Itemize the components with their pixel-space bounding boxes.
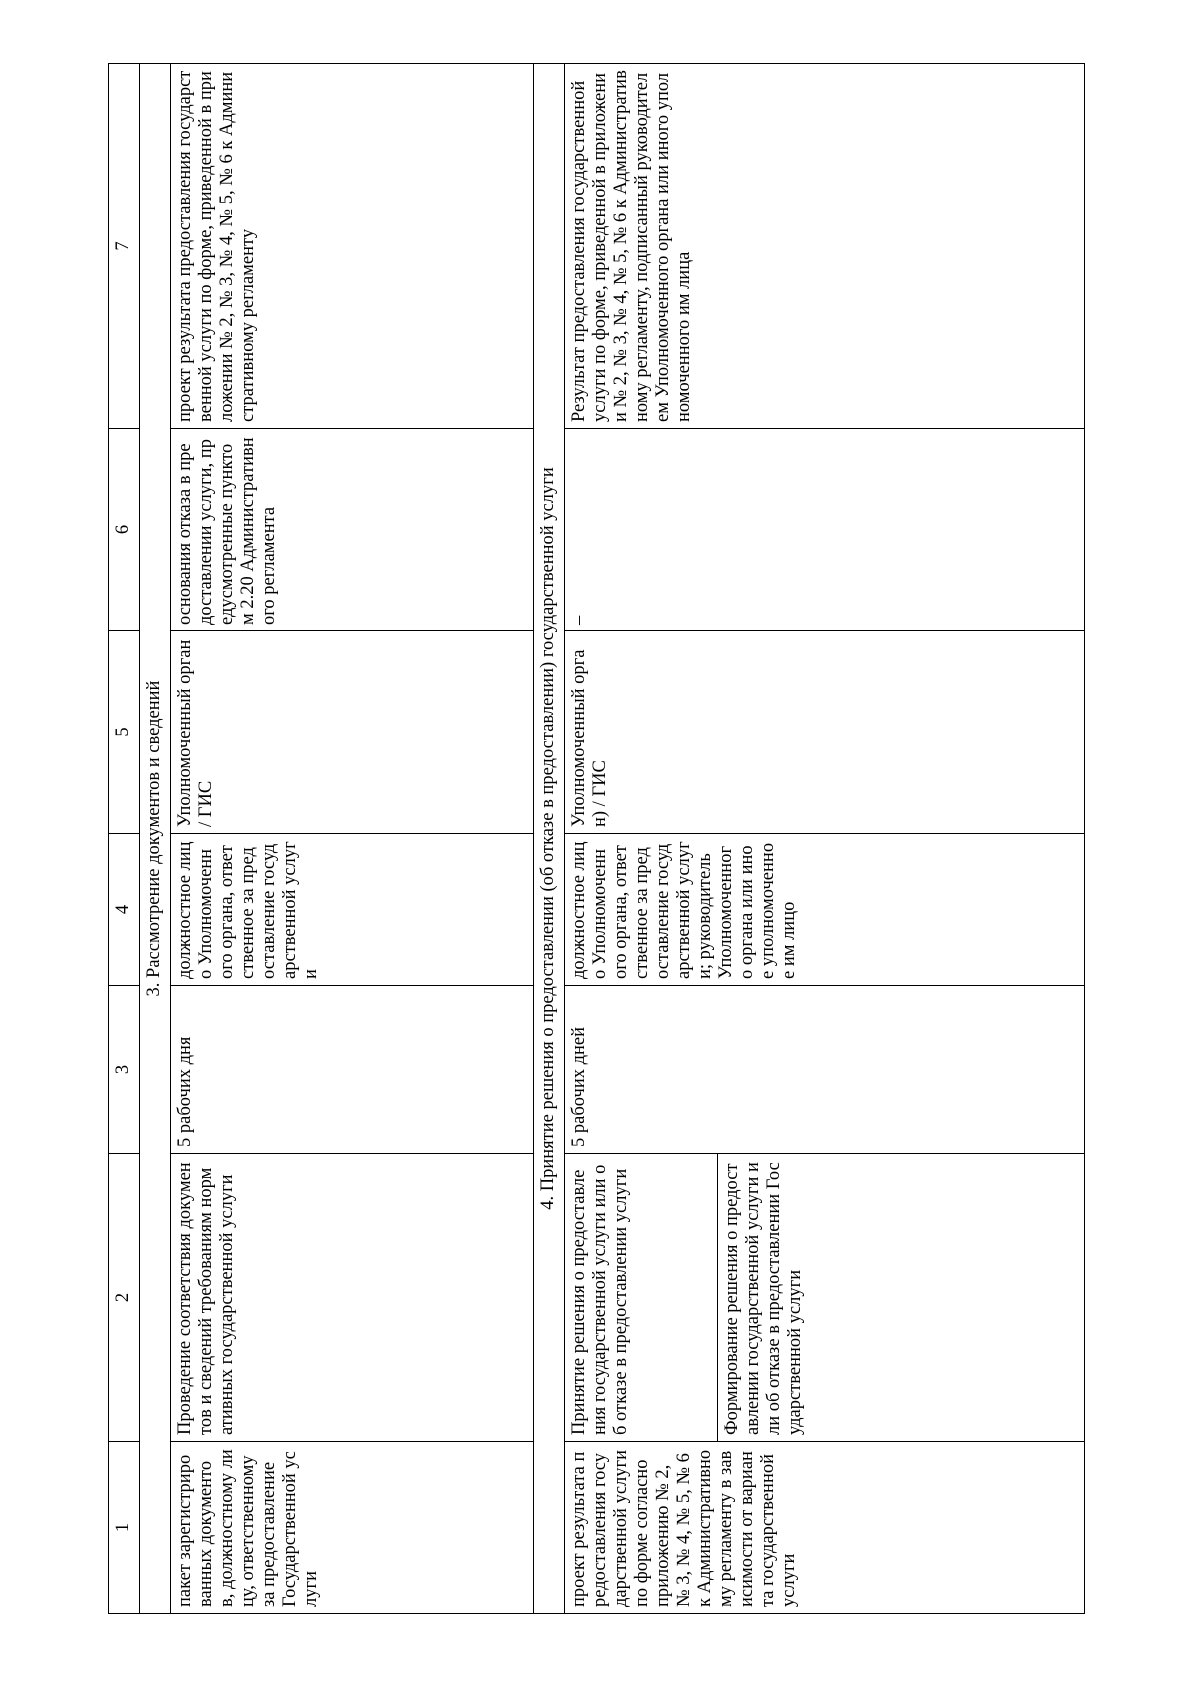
section-title-row	[140, 64, 171, 1614]
table-row	[171, 64, 534, 1614]
rotated-page	[108, 64, 1168, 1614]
procedure-step-formation: Формирование решения о предоставлении государственной услуги или об отказе в предоставлении Государственной услуги	[722, 1162, 805, 1435]
cell-criteria: –	[565, 429, 1085, 631]
header-cell: 5	[109, 631, 140, 834]
header-cell: 3	[109, 986, 140, 1154]
cell-input-documents: пакет зарегистрированных документов, должностному лицу, ответственному за предоставление Государственной услуги	[171, 1442, 534, 1614]
cell-procedure	[565, 1154, 1085, 1442]
cell-place: Уполномоченный орган / ГИС	[171, 631, 534, 834]
header-cell: 7	[109, 64, 140, 429]
header-cell: 4	[109, 834, 140, 986]
header-cell: 6	[109, 429, 140, 631]
cell-procedure: Проведение соответствия документов и сведений требованиям нормативных государственной услуги	[171, 1154, 534, 1442]
header-cell: 2	[109, 1154, 140, 1442]
table-row	[565, 64, 1085, 1614]
cell-result: проект результата предоставления государственной услуги по форме, приведенной в приложении № 2, № 3, № 4, № 5, № 6 к Административному регламенту	[171, 64, 534, 429]
cell-result: Результат предоставления государственной услуги по форме, приведенной в приложении № 2, № 3, № 4, № 5, № 6 к Административному регламенту, подписанный руководителем Уполномоченного органа или иного уполномоченного им лица	[565, 64, 1085, 429]
header-cell: 1	[109, 1442, 140, 1614]
cell-place: Уполномоченный орган) / ГИС	[565, 631, 1085, 834]
cell-duration: 5 рабочих дней	[565, 986, 1085, 1154]
section-4-title: 4. Принятие решения о предоставлении (об отказе в предоставлении) государственной услуги	[534, 64, 565, 1614]
cell-input-documents: проект результата предоставления государственной услуги по форме согласно приложению № 2, № 3, № 4, № 5, № 6 к Административному регламенту в зависимости от варианта государственной услуги	[565, 1442, 1085, 1614]
procedure-step-decision: Принятие решения о предоставления государственной услуги или об отказе в предоставлении услуги	[565, 1154, 718, 1441]
cell-criteria: основания отказа в предоставлении услуги, предусмотренные пунктом 2.20 Административного регламента	[171, 429, 534, 631]
section-3-title: 3. Рассмотрение документов и сведений	[140, 64, 171, 1614]
cell-duration: 5 рабочих дня	[171, 986, 534, 1154]
section-title-row	[534, 64, 565, 1614]
header-row	[109, 64, 140, 1614]
cell-responsible: должностное лицо Уполномоченного органа, ответственное за предоставление государственной услуги; руководитель Уполномоченного органа или иное уполномоченное им лицо	[565, 834, 1085, 986]
procedure-table	[108, 63, 1085, 1614]
cell-responsible: должностное лицо Уполномоченного органа, ответственное за предоставление государственной услуги	[171, 834, 534, 986]
